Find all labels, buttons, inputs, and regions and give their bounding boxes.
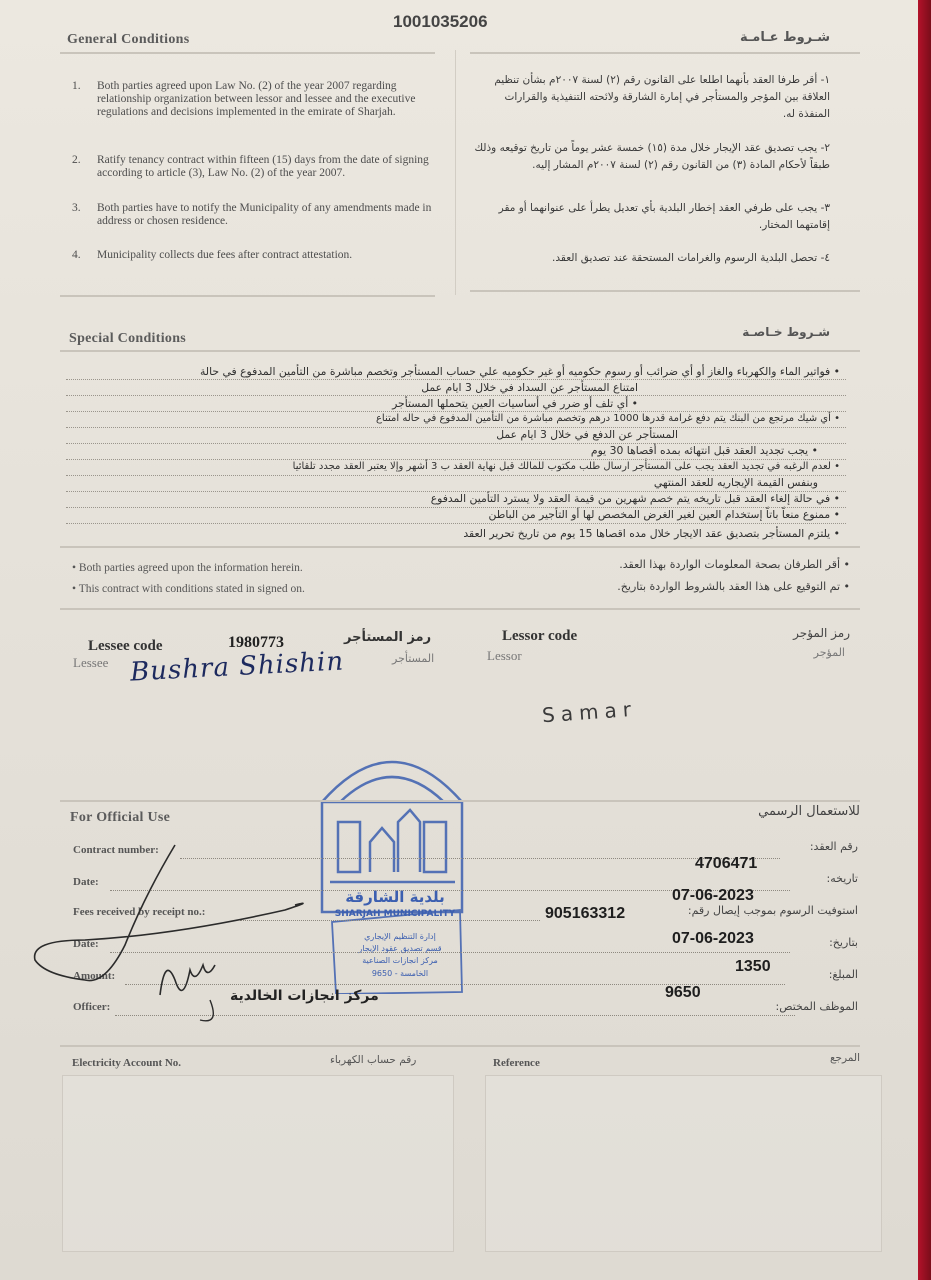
lessor-code-label: Lessor code bbox=[502, 628, 578, 644]
general-item-3: 3. Both parties have to notify the Municipality of any amendments made in address or chosen residence. bbox=[72, 202, 432, 227]
general-item-ar-3: ٣- يجب على طرفي العقد إخطار البلدية بأي تعديل يطرأ على عنوانهما أو مقر إقامتهما المختار. bbox=[498, 202, 830, 231]
amount-value: 1350 bbox=[735, 958, 771, 975]
special-row-9: • في حالة إلغاء العقد قبل تاريخه يتم خصم شهرين من قيمة العقد ولا يسترد التأمين المدفوع bbox=[430, 492, 840, 505]
date-value: 07-06-2023 bbox=[672, 887, 754, 904]
special-row-7: • لعدم الرغبه في تجديد العقد يجب على المستأجر ارسال طلب مكتوب للمالك قبل نهاية العقد ب 3 أشهر وإلا يعتبر العقد مجدد تلقائيا bbox=[292, 461, 840, 472]
date-label-ar: تاريخه: bbox=[826, 872, 858, 885]
date-label: Date: bbox=[73, 876, 99, 888]
agreement-ar-1: • أقر الطرفان بصحة المعلومات الواردة بهذا العقد. bbox=[619, 558, 850, 571]
contract-number-value: 4706471 bbox=[695, 855, 758, 872]
lessee-code-value: 1980773 bbox=[228, 634, 284, 651]
electricity-account-label-ar: رقم حساب الكهرباء bbox=[330, 1054, 417, 1066]
lessee-code-label: Lessee code bbox=[88, 638, 163, 654]
lessee-code-label-ar: رمز المستأجر bbox=[344, 630, 432, 645]
special-row-8: وبنفس القيمة الإيجاريه للعقد المنتهي bbox=[653, 476, 818, 489]
general-conditions-title-ar: شـروط عـامـة bbox=[739, 30, 830, 45]
lessee-label-ar: المستأجر bbox=[392, 652, 435, 665]
lessor-code-label-ar: رمز المؤجر bbox=[793, 626, 850, 640]
general-conditions-title: General Conditions bbox=[67, 32, 190, 47]
stamp-english-name: SHARJAH MUNICIPALITY bbox=[334, 909, 456, 919]
officer-signature bbox=[25, 835, 325, 1035]
official-use-title: For Official Use bbox=[70, 810, 171, 825]
general-item-2: 2. Ratify tenancy contract within fifteen (15) days from the date of signing according to article (3), Law No. (2) of the year 2007. bbox=[72, 154, 429, 179]
receipt-date-label: Date: bbox=[73, 938, 99, 950]
general-item-ar-1: ١- أقر طرفا العقد بأنهما اطلعا على القانون رقم (٢) لسنة ٢٠٠٧م بشأن تنظيم العلاقة بين المؤجر والمستأجر في إمارة الشارقة ولائحته التنفيذية والقرارات المنفذة له. bbox=[494, 74, 830, 120]
general-item-ar-2: ٢- يجب تصديق عقد الإيجار خلال مدة (١٥) خمسة عشر يوماً من تاريخ توقيعه وذلك طبقاً لأحكام المادة (٣) من القانون رقم (٢) لسنة ٢٠٠٧م المشار إليه. bbox=[474, 142, 830, 171]
lessor-signature: Samar bbox=[541, 696, 638, 728]
red-binding-edge bbox=[918, 0, 931, 1280]
reference-label: Reference bbox=[493, 1057, 540, 1069]
contract-number-label: Contract number: bbox=[73, 844, 159, 856]
stamp-line-2: قسم تصديق عقود الإيجار bbox=[358, 944, 442, 953]
amount-label: Amount: bbox=[73, 970, 116, 982]
officer-code-value: 9650 bbox=[665, 984, 701, 1001]
amount-label-ar: المبلغ: bbox=[828, 968, 858, 981]
receipt-date-value: 07-06-2023 bbox=[672, 930, 754, 947]
agreement-en-2: • This contract with conditions stated in signed on. bbox=[72, 583, 305, 595]
special-row-6: • يجب تجديد العقد قبل انتهائه بمده أقصاها 30 يوم bbox=[590, 444, 818, 457]
officer-label: Officer: bbox=[73, 1001, 111, 1013]
lessee-label: Lessee bbox=[73, 655, 109, 670]
lessor-label: Lessor bbox=[487, 648, 522, 663]
general-item-4: 4. Municipality collects due fees after contract attestation. bbox=[72, 249, 353, 261]
special-row-10: • ممنوع منعاً باتاً إستخدام العين لغير الغرض المخصص لها أو التأجير من الباطن bbox=[488, 508, 840, 521]
receipt-date-label-ar: بتاريخ: bbox=[829, 936, 858, 949]
special-conditions-title-ar: شـروط خـاصـة bbox=[742, 325, 830, 339]
lessee-signature: Bushra Shishin bbox=[129, 646, 345, 688]
special-row-3: • أي تلف أو ضرر في أساسيات العين يتحملها المستأجر bbox=[392, 397, 638, 410]
general-item-1: 1. Both parties agreed upon Law No. (2) of the year 2007 regarding relationship organization between lessor and lessee and the executive regulations and decisions implemented in the emirate of Sharjah. bbox=[72, 80, 416, 118]
special-row-4: • أي شيك مرتجع من البنك يتم دفع غرامة قدرها 1000 درهم وتخصم مباشرة من التأمين المدفوع في حاله امتناع bbox=[375, 413, 840, 424]
sharjah-municipality-stamp bbox=[310, 732, 485, 994]
electricity-account-box bbox=[62, 1075, 454, 1252]
contract-number-label-ar: رقم العقد: bbox=[809, 840, 858, 853]
lessor-label-ar: المؤجر bbox=[813, 646, 845, 659]
fees-receipt-label-ar: استوفيت الرسوم بموجب إيصال رقم: bbox=[687, 904, 858, 917]
fees-receipt-label: Fees received by receipt no.: bbox=[73, 906, 206, 918]
special-row-1: • فواتير الماء والكهرباء والغاز أو أي ضرائب أو رسوم حكوميه أو غير حكوميه علي حساب المستأجر وتخصم مباشرة من التأمين المدفوع في حالة bbox=[200, 365, 840, 378]
officer-label-ar: الموظف المختص: bbox=[775, 1000, 858, 1013]
receipt-number-value: 905163312 bbox=[545, 905, 626, 922]
stamp-line-4: الخامسة - 9650 bbox=[371, 969, 429, 978]
special-conditions-title: Special Conditions bbox=[69, 331, 187, 346]
document-number: 1001035206 bbox=[393, 12, 488, 31]
stamp-line-3: مركز انجازات الصناعية bbox=[362, 956, 438, 965]
general-item-ar-4: ٤- تحصل البلدية الرسوم والغرامات المستحقة عند تصديق العقد. bbox=[552, 252, 830, 264]
reference-box bbox=[485, 1075, 882, 1252]
stamp-line-1: إدارة التنظيم الإيجاري bbox=[364, 932, 436, 941]
special-row-2: امتناع المستأجر عن السداد في خلال 3 ايام عمل bbox=[421, 381, 638, 394]
official-use-title-ar: للاستعمال الرسمي bbox=[758, 804, 860, 819]
reference-label-ar: المرجع bbox=[829, 1052, 860, 1064]
electricity-account-label: Electricity Account No. bbox=[72, 1057, 182, 1069]
agreement-en-1: • Both parties agreed upon the information herein. bbox=[72, 562, 303, 574]
special-row-11: • يلتزم المستأجر بتصديق عقد الايجار خلال مده اقصاها 15 يوم من تاريخ تحرير العقد bbox=[463, 527, 840, 540]
special-row-5: المستأجر عن الدفع في خلال 3 ايام عمل bbox=[496, 428, 678, 441]
office-name: مركز انجازات الخالدية bbox=[230, 988, 379, 1004]
stamp-arabic-name: بلدية الشارقة bbox=[345, 888, 445, 906]
agreement-ar-2: • تم التوقيع على هذا العقد بالشروط الواردة بتاريخ. bbox=[617, 580, 850, 593]
